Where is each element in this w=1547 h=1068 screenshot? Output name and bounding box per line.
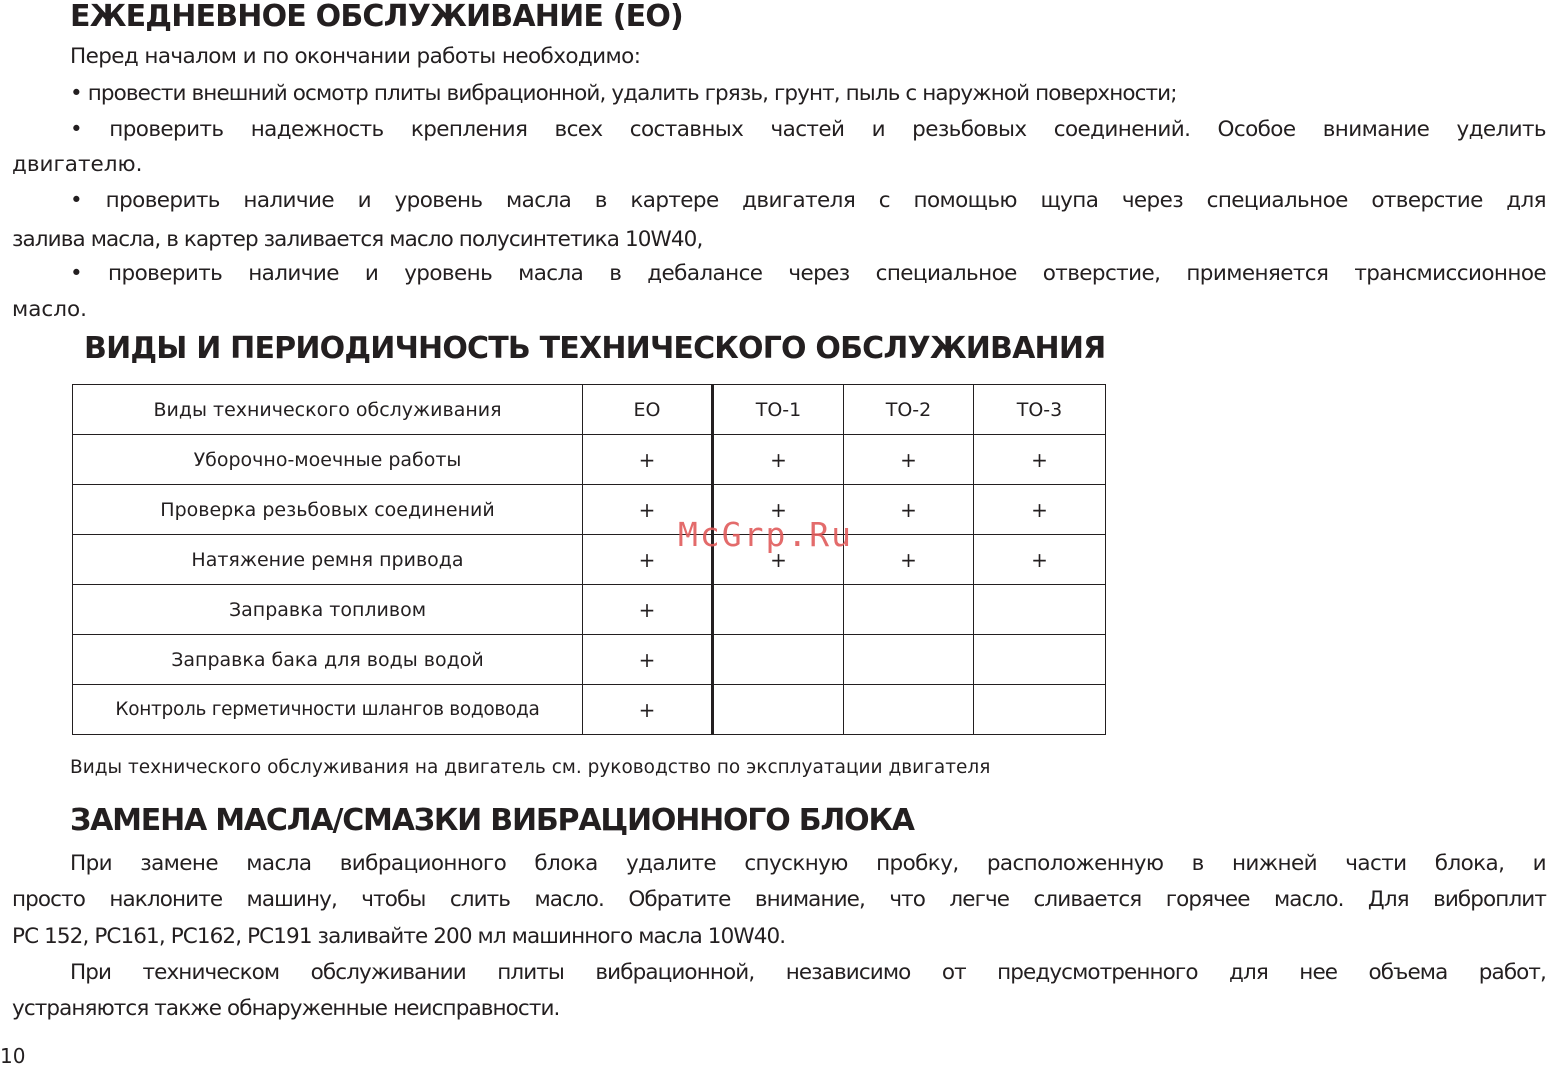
table-cell: + (583, 535, 713, 585)
bullet-eccentric-oil-line2: масло. (12, 297, 87, 322)
header-cell: ТО-2 (844, 385, 974, 435)
table-cell: + (583, 485, 713, 535)
table-cell: + (844, 535, 974, 585)
table-cell: Проверка резьбовых соединений (73, 485, 583, 535)
table-cell: + (974, 485, 1106, 535)
table-cell: Заправка бака для воды водой (73, 635, 583, 685)
table-cell: Уборочно-моечные работы (73, 435, 583, 485)
table-note: Виды технического обслуживания на двигатель см. руководство по эксплуатации двигателя (70, 757, 991, 778)
header-cell: ТО-3 (974, 385, 1106, 435)
table-cell: Контроль герметичности шлангов водовода (73, 685, 583, 735)
oil-change-title: ЗАМЕНА МАСЛА/СМАЗКИ ВИБРАЦИОННОГО БЛОКА (70, 803, 914, 838)
table-cell (974, 585, 1106, 635)
table-cell: Заправка топливом (73, 585, 583, 635)
repair-paragraph-line1: При техническом обслуживании плиты вибрационной, независимо от предусмотренного для нее объема работ, (70, 960, 1546, 985)
table-cell (844, 585, 974, 635)
bullet-engine-oil-line2: залива масла, в картер заливается масло полусинтетика 10W40, (12, 227, 703, 252)
header-cell: ТО-1 (713, 385, 844, 435)
table-row (73, 635, 1106, 685)
table-cell: + (974, 435, 1106, 485)
oil-change-paragraph-line2: просто наклоните машину, чтобы слить масло. Обратите внимание, что легче сливается горячее масло. Для виброплит (12, 887, 1546, 912)
maintenance-schedule-table (72, 384, 1106, 735)
bullet-fastening-line2: двигателю. (12, 152, 143, 177)
table-cell: + (583, 685, 713, 735)
table-row (73, 485, 1106, 535)
maintenance-types-title: ВИДЫ И ПЕРИОДИЧНОСТЬ ТЕХНИЧЕСКОГО ОБСЛУЖИВАНИЯ (84, 331, 1106, 366)
table-header-row (73, 385, 1106, 435)
table-cell: + (844, 485, 974, 535)
oil-change-paragraph-line3: PC 152, PC161, PC162, PC191 заливайте 200 мл машинного масла 10W40. (12, 924, 786, 949)
table-cell (844, 685, 974, 735)
table-cell: + (974, 535, 1106, 585)
table-cell (713, 685, 844, 735)
table-cell: + (713, 535, 844, 585)
table-row (73, 685, 1106, 735)
table-cell: + (844, 435, 974, 485)
daily-maintenance-title: ЕЖЕДНЕВНОЕ ОБСЛУЖИВАНИЕ (ЕО) (70, 0, 683, 34)
table-cell (713, 585, 844, 635)
bullet-fastening-line1: • проверить надежность крепления всех составных частей и резьбовых соединений. Особое внимание уделить (70, 117, 1546, 142)
table-cell: Натяжение ремня привода (73, 535, 583, 585)
table-cell: + (583, 585, 713, 635)
table-cell: + (713, 435, 844, 485)
table-cell (844, 635, 974, 685)
header-cell: Виды технического обслуживания (73, 385, 583, 435)
table-cell (974, 635, 1106, 685)
table-cell (713, 635, 844, 685)
header-cell: ЕО (583, 385, 713, 435)
table-row (73, 435, 1106, 485)
table-row (73, 585, 1106, 635)
table-cell: + (583, 435, 713, 485)
watermark: McGrp.Ru (678, 515, 853, 554)
repair-paragraph-line2: устраняются также обнаруженные неисправности. (12, 996, 560, 1021)
page-number: 10 (0, 1044, 26, 1068)
oil-change-paragraph-line1: При замене масла вибрационного блока удалите спускную пробку, расположенную в нижней части блока, и (70, 851, 1546, 876)
table-row (73, 535, 1106, 585)
bullet-engine-oil-line1: • проверить наличие и уровень масла в картере двигателя с помощью щупа через специальное отверстие для (70, 188, 1546, 213)
table-cell: + (583, 635, 713, 685)
intro-text: Перед началом и по окончании работы необходимо: (70, 44, 641, 69)
table-cell (974, 685, 1106, 735)
bullet-eccentric-oil-line1: • проверить наличие и уровень масла в дебалансе через специальное отверстие, применяется трансмиссионное (70, 261, 1546, 286)
table-cell: + (713, 485, 844, 535)
bullet-inspection: • провести внешний осмотр плиты вибрационной, удалить грязь, грунт, пыль с наружной поверхности; (70, 81, 1177, 106)
